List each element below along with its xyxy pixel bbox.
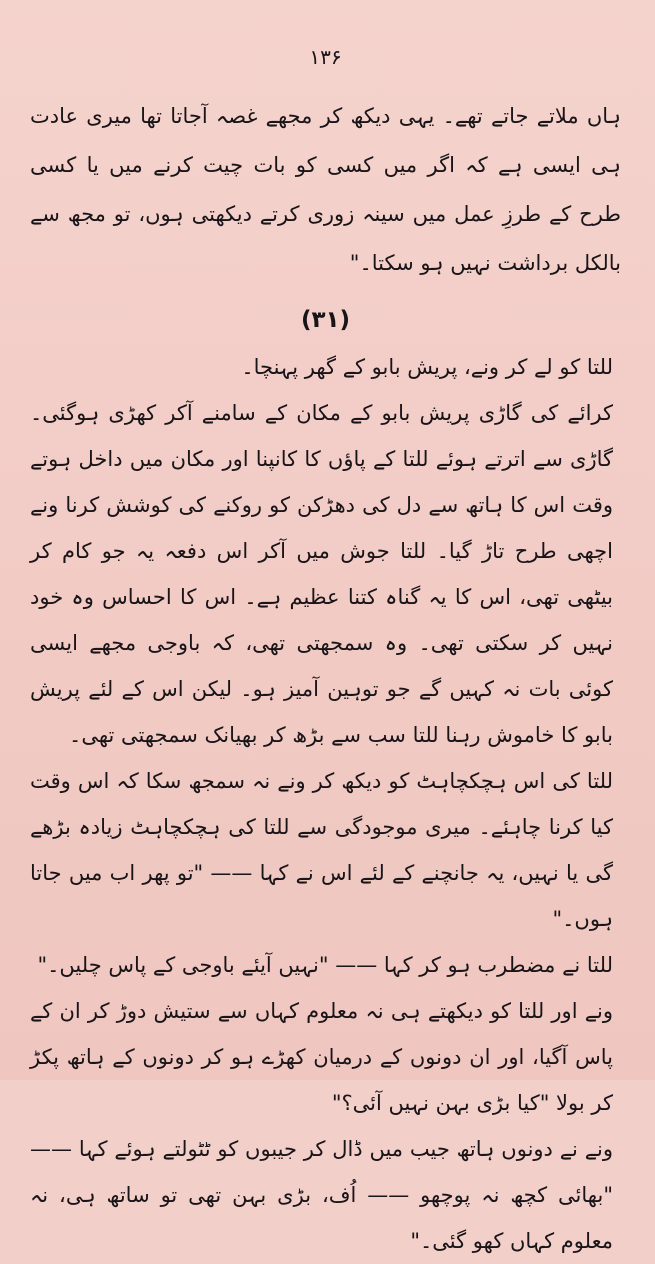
page-number: ۱۳۶	[309, 45, 342, 69]
paragraph-5: ونے اور للتا کو دیکھتے ہی نہ معلوم کہاں سے ستیش دوڑ کر ان کے پاس آگیا، اور ان دونوں کے درمیان کھڑے ہو کر دونوں کے ہاتھ پکڑ کر بولا "کیا بڑی بہن نہیں آئی؟"	[30, 999, 613, 1115]
paragraph-1: للتا کو لے کر ونے، پریش بابو کے گھر پہنچا۔	[241, 355, 613, 379]
paragraph-3: للتا کی اس ہچکچاہٹ کو دیکھ کر ونے نہ سمجھ سکا کہ اس وقت کیا کرنا چاہئے۔ میری موجودگی سے للتا کی ہچکچاہٹ زیادہ بڑھے گی یا نہیں، یہ جانچنے کے لئے اس نے کہا —— "تو پھر اب میں جاتا ہوں۔"	[30, 769, 613, 931]
paragraph-2: کرائے کی گاڑی پریش بابو کے مکان کے سامنے آکر کھڑی ہوگئی۔ گاڑی سے اترتے ہوئے للتا کے پاؤں کا کانپنا اور مکان میں داخل ہوتے وقت اس کا ہاتھ سے دل کی دھڑکن کو روکنے کی کوشش کرنا ونے اچھی طرح تاڑ گیا۔ للتا جوش میں آکر اس دفعہ یہ جو کام کر بیٹھی تھی، اس کا یہ گناہ کتنا عظیم ہے۔ اس کا احساس وہ خود نہیں کر سکتی تھی۔ وہ سمجھتی تھی، کہ باوجی مجھے ایسی کوئی بات نہ کہیں گے جو توہین آمیز ہو۔ لیکن اس کے لئے پریش بابو کا خاموش رہنا للتا سب سے بڑھ کر بھیانک سمجھتی تھی۔	[30, 401, 613, 747]
opening-paragraph: ہاں ملاتے جاتے تھے۔ یہی دیکھ کر مجھے غصہ آجاتا تھا میری عادت ہی ایسی ہے کہ اگر میں کسی کو بات چیت کرنے میں یا کسی طرح کے طرزِ عمل میں سینہ زوری کرتے دیکھتی ہوں، تو مجھ سے بالکل برداشت نہیں ہو سکتا۔"	[30, 104, 621, 275]
chapter-number: (۳۱)	[300, 307, 351, 333]
paragraph-4: للتا نے مضطرب ہو کر کہا —— "نہیں آیئے باوجی کے پاس چلیں۔"	[37, 953, 613, 977]
paragraph-6: ونے نے دونوں ہاتھ جیب میں ڈال کر جیبوں کو ٹٹولتے ہوئے کہا —— "بھائی کچھ نہ پوچھو —— اُف، بڑی بہن تھی تو ساتھ ہی، نہ معلوم کہاں کھو گئی۔"	[30, 1137, 613, 1253]
